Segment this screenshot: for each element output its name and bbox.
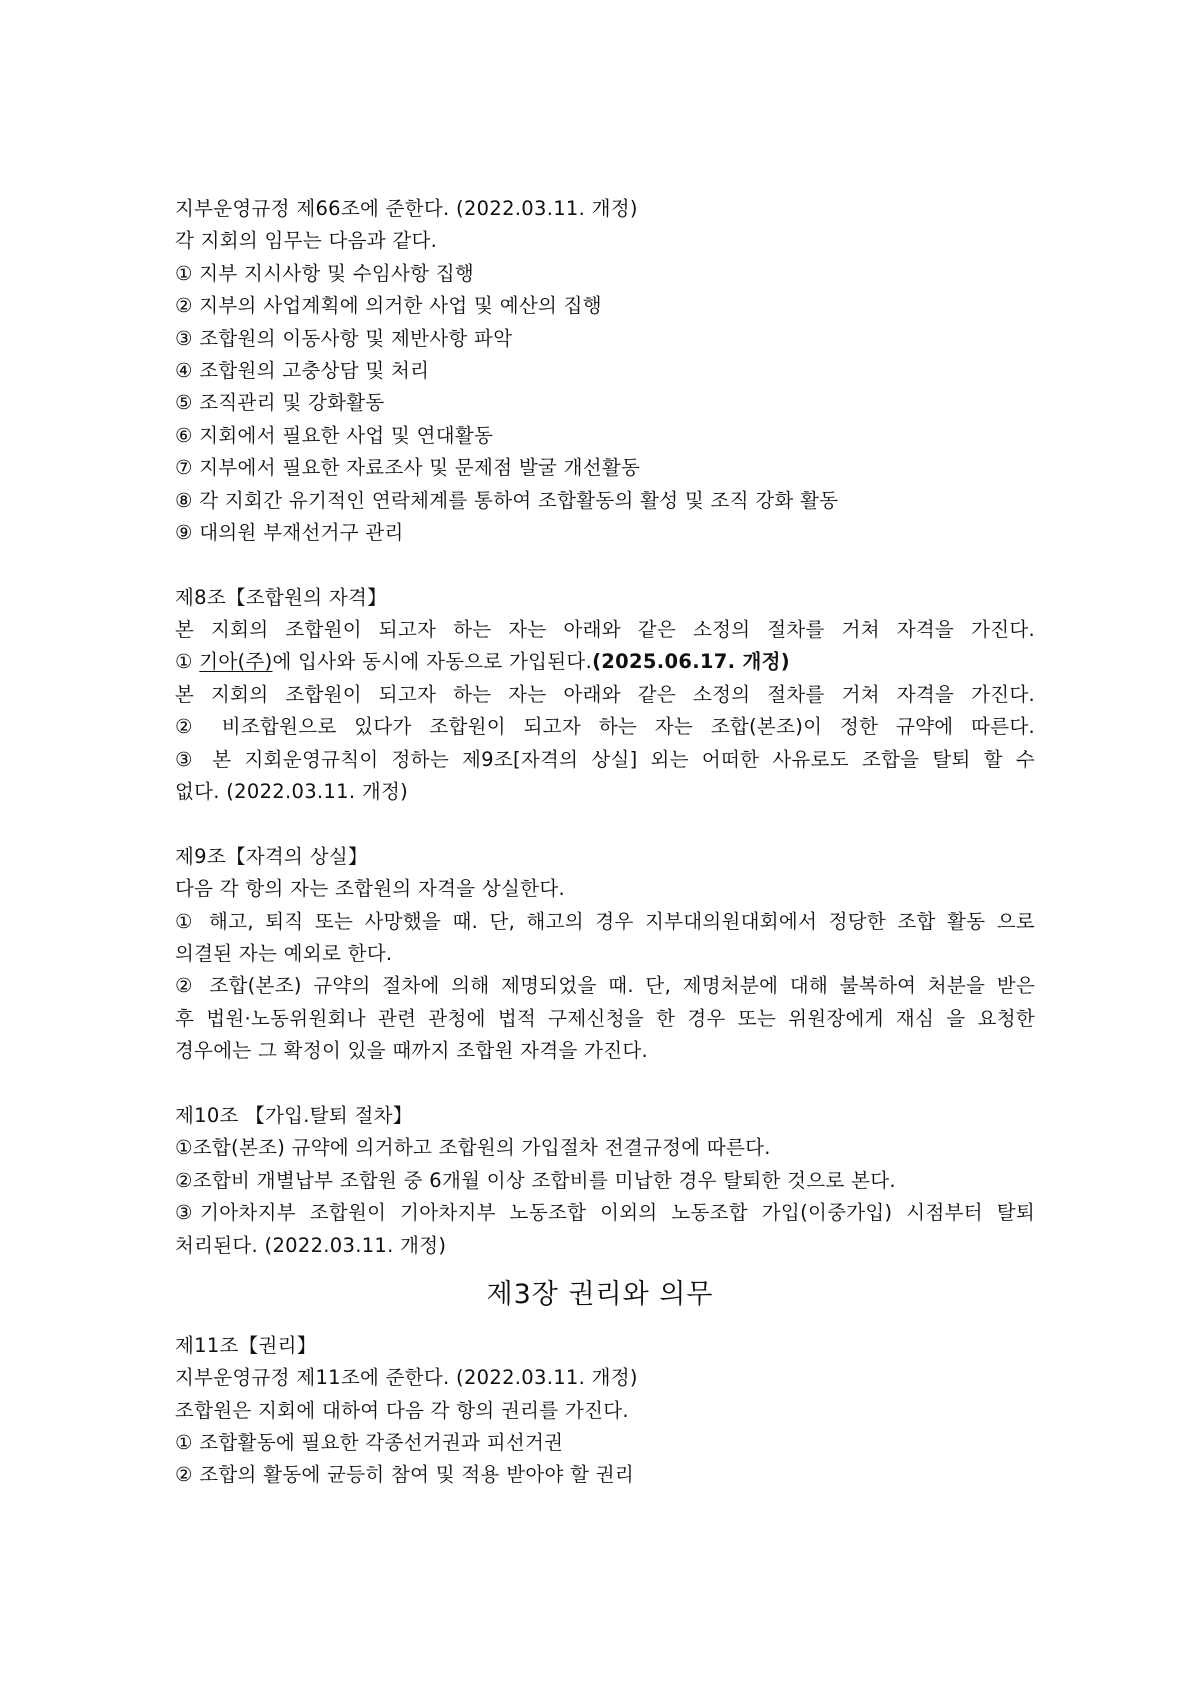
article-11-item-1: ① 조합활동에 필요한 각종선거권과 피선거권 [175,1431,564,1455]
article-10-item-1: ①조합(본조) 규약에 의거하고 조합원의 가입절차 전결규정에 따른다. [175,1136,771,1160]
duty-item: ① 지부 지시사항 및 수임사항 집행 [175,261,475,285]
duty-item: ② 지부의 사업계획에 의거한 사업 및 예산의 집행 [175,294,602,318]
article-9-heading: 제9조【자격의 상실】 [175,844,368,868]
item-1-number: ① [175,650,200,674]
section-gap [175,549,1035,581]
duty-item: ④ 조합원의 고충상담 및 처리 [175,358,430,382]
article-10-heading: 제10조 【가입.탈퇴 절차】 [175,1103,413,1127]
article-8-lead: 본 지회의 조합원이 되고자 하는 자는 아래와 같은 소정의 절차를 거쳐 자격을 가진다. [175,618,1035,642]
article-11-heading: 제11조【권리】 [175,1333,317,1357]
article-8-lead-repeat: 본 지회의 조합원이 되고자 하는 자는 아래와 같은 소정의 절차를 거쳐 자격을 가진다. [175,682,1035,706]
article-9-item-2-end: 경우에는 그 확정이 있을 때까지 조합원 자격을 가진다. [175,1039,649,1063]
article-9-item-2-cont: 후 법원·노동위원회나 관련 관청에 법적 구제신청을 한 경우 또는 위원장에게 재심 을 요청한 [175,1006,1035,1030]
duty-item: ③ 조합원의 이동사항 및 제반사항 파악 [175,326,513,350]
article-10-item-3-cont: 처리된다. (2022.03.11. 개정) [175,1233,447,1257]
chapter-3-title: 제3장 권리와 의무 [486,1278,714,1310]
intro-duties-lead: 각 지회의 임무는 다음과 같다. [175,229,438,253]
article-10-item-2: ②조합비 개별납부 조합원 중 6개월 이상 조합비를 미납한 경우 탈퇴한 것으로 본다. [175,1168,896,1192]
article-11-item-2: ② 조합의 활동에 균등히 참여 및 적용 받아야 할 권리 [175,1463,635,1487]
article-11-reference: 지부운영규정 제11조에 준한다. (2022.03.11. 개정) [175,1366,638,1390]
article-8-item-3: ③ 본 지회운영규칙이 정하는 제9조[자격의 상실] 외는 어떠한 사유로도 조합을 탈퇴 할 수 [175,747,1035,771]
amendment-date-bold: (2025.06.17. 개정) [592,650,790,674]
article-8-item-1 [175,646,1035,678]
article-8-item-3-cont: 없다. (2022.03.11. 개정) [175,780,409,804]
document-page [175,193,1035,1492]
duty-item: ⑨ 대의원 부재선거구 관리 [175,520,404,544]
article-11-lead: 조합원은 지회에 대하여 다음 각 항의 권리를 가진다. [175,1398,629,1422]
article-9-item-1: ① 해고, 퇴직 또는 사망했을 때. 단, 해고의 경우 지부대의원대회에서 정당한 조합 활동 으로 [175,909,1035,933]
company-name-link[interactable]: 기아(주) [199,650,273,674]
duty-item: ⑦ 지부에서 필요한 자료조사 및 문제점 발굴 개선활동 [175,456,641,480]
item-1-text: 에 입사와 동시에 자동으로 가입된다. [272,650,593,674]
article-9-lead: 다음 각 항의 자는 조합원의 자격을 상실한다. [175,877,565,901]
duty-item: ⑤ 조직관리 및 강화활동 [175,391,385,415]
section-gap [175,1068,1035,1100]
duty-item: ⑥ 지회에서 필요한 사업 및 연대활동 [175,423,494,447]
article-9-item-2: ② 조합(본조) 규약의 절차에 의해 제명되었을 때. 단, 제명처분에 대해 불복하여 처분을 받은 [175,974,1035,998]
duty-item: ⑧ 각 지회간 유기적인 연락체계를 통하여 조합활동의 활성 및 조직 강화 활동 [175,488,839,512]
article-9-item-1-cont: 의결된 자는 예외로 한다. [175,941,393,965]
section-gap [175,808,1035,840]
article-8-heading: 제8조【조합원의 자격】 [175,585,387,609]
article-8-item-2: ② 비조합원으로 있다가 조합원이 되고자 하는 자는 조합(본조)이 정한 규약에 따른다. [175,715,1035,739]
article-10-item-3: ③기아차지부 조합원이 기아차지부 노동조합 이외의 노동조합 가입(이중가입) 시점부터 탈퇴 [175,1201,1035,1225]
intro-reference-line: 지부운영규정 제66조에 준한다. (2022.03.11. 개정) [175,197,638,220]
